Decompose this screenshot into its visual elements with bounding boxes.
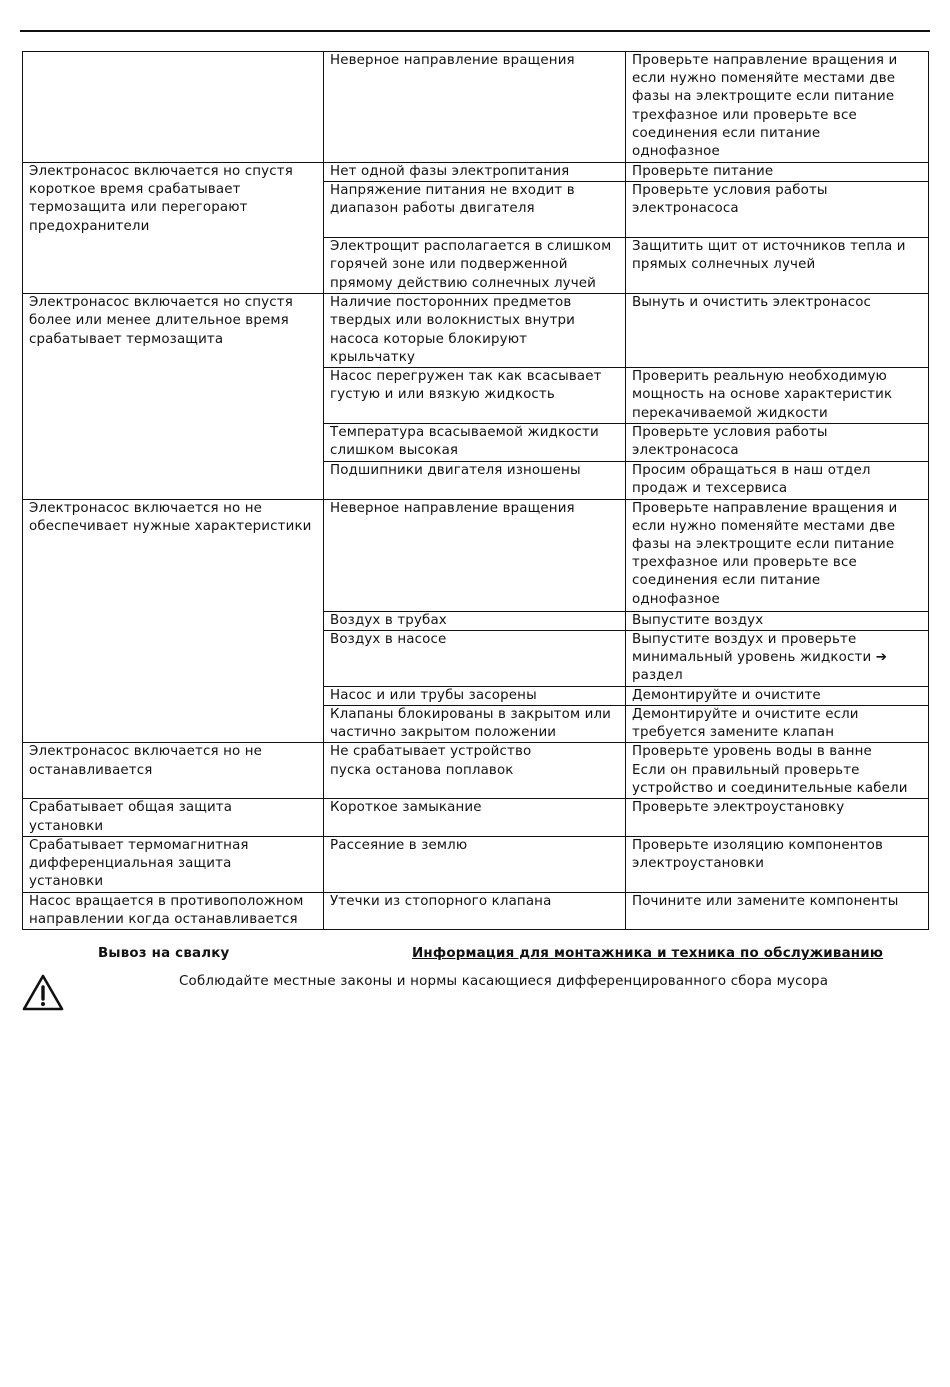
cause-cell: Клапаны блокированы в закрытом или частично закрытом положении — [324, 706, 626, 743]
remedy-cell: Защитить щит от источников тепла и прямых солнечных лучей — [626, 238, 929, 294]
disposal-text: Соблюдайте местные законы и нормы касающиеся дифференцированного сбора мусора — [179, 974, 829, 989]
warning-triangle-icon — [22, 974, 64, 1012]
cause-cell: Утечки из стопорного клапана — [324, 892, 626, 929]
remedy-cell: Почините или замените компоненты — [626, 892, 929, 929]
cause-cell: Напряжение питания не входит в диапазон работы двигателя — [324, 182, 626, 238]
remedy-cell: Проверьте уровень воды в ванне Если он правильный проверьте устройство и соединительные кабели — [626, 743, 929, 799]
cause-cell: Подшипники двигателя изношены — [324, 462, 626, 499]
table-row — [23, 743, 929, 799]
cause-cell: Нет одной фазы электропитания — [324, 163, 626, 182]
remedy-cell: Проверьте питание — [626, 163, 929, 182]
remedy-cell: Просим обращаться в наш отдел продаж и техсервиса — [626, 462, 929, 499]
problem-cell — [23, 52, 324, 163]
table-row — [23, 52, 929, 163]
remedy-cell: Проверьте изоляцию компонентов электроустановки — [626, 836, 929, 892]
remedy-cell: Проверьте условия работы электронасоса — [626, 424, 929, 462]
table-row — [23, 499, 929, 611]
troubleshooting-table — [22, 51, 929, 930]
cause-cell: Рассеяние в землю — [324, 836, 626, 892]
cause-cell: Неверное направление вращения — [324, 52, 626, 163]
table-row — [23, 836, 929, 892]
remedy-cell: Проверьте направление вращения и если нужно поменяйте местами две фазы на электрощите если питание трехфазное или проверьте все соединения если питание однофазное — [626, 499, 929, 611]
problem-cell: Электронасос включается но спустя более или менее длительное время срабатывает термозащита — [23, 294, 324, 499]
remedy-cell: Демонтируйте и очистите если требуется замените клапан — [626, 706, 929, 743]
problem-cell: Электронасос включается но не обеспечивает нужные характеристики — [23, 499, 324, 743]
remedy-cell: Вынуть и очистить электронасос — [626, 294, 929, 368]
cause-cell: Насос и или трубы засорены — [324, 686, 626, 705]
cause-cell: Электрощит располагается в слишком горячей зоне или подверженной прямому действию солнечных лучей — [324, 238, 626, 294]
problem-cell: Срабатывает общая защита установки — [23, 799, 324, 836]
disposal-heading: Вывоз на свалку — [98, 946, 230, 961]
installer-info-heading: Информация для монтажника и техника по обслуживанию — [412, 946, 884, 961]
table-row — [23, 799, 929, 836]
cause-cell: Температура всасываемой жидкости слишком высокая — [324, 424, 626, 462]
header-rule — [20, 30, 930, 32]
cause-cell: Неверное направление вращения — [324, 499, 626, 611]
cause-cell: Не срабатывает устройство пуска останова поплавок — [324, 743, 626, 799]
table-row — [23, 163, 929, 182]
problem-cell: Электронасос включается но не останавливается — [23, 743, 324, 799]
cause-cell: Воздух в насосе — [324, 630, 626, 686]
cause-cell: Короткое замыкание — [324, 799, 626, 836]
problem-cell: Срабатывает термомагнитная дифференциальная защита установки — [23, 836, 324, 892]
problem-cell: Электронасос включается но спустя короткое время срабатывает термозащита или перегорают предохранители — [23, 163, 324, 294]
remedy-cell: Демонтируйте и очистите — [626, 686, 929, 705]
problem-cell: Насос вращается в противоположном направлении когда останавливается — [23, 892, 324, 929]
table-row — [23, 892, 929, 929]
table-row — [23, 294, 929, 368]
remedy-cell: Выпустите воздух — [626, 611, 929, 630]
cause-cell: Воздух в трубах — [324, 611, 626, 630]
remedy-cell: Выпустите воздух и проверьте минимальный уровень жидкости ➔ раздел — [626, 630, 929, 686]
cause-cell: Насос перегружен так как всасывает густую и или вязкую жидкость — [324, 368, 626, 424]
remedy-cell: Проверить реальную необходимую мощность на основе характеристик перекачиваемой жидкости — [626, 368, 929, 424]
remedy-cell: Проверьте электроустановку — [626, 799, 929, 836]
remedy-cell: Проверьте условия работы электронасоса — [626, 182, 929, 238]
cause-cell: Наличие посторонних предметов твердых или волокнистых внутри насоса которые блокируют крыльчатку — [324, 294, 626, 368]
remedy-cell: Проверьте направление вращения и если нужно поменяйте местами две фазы на электрощите если питание трехфазное или проверьте все соединения если питание однофазное — [626, 52, 929, 163]
